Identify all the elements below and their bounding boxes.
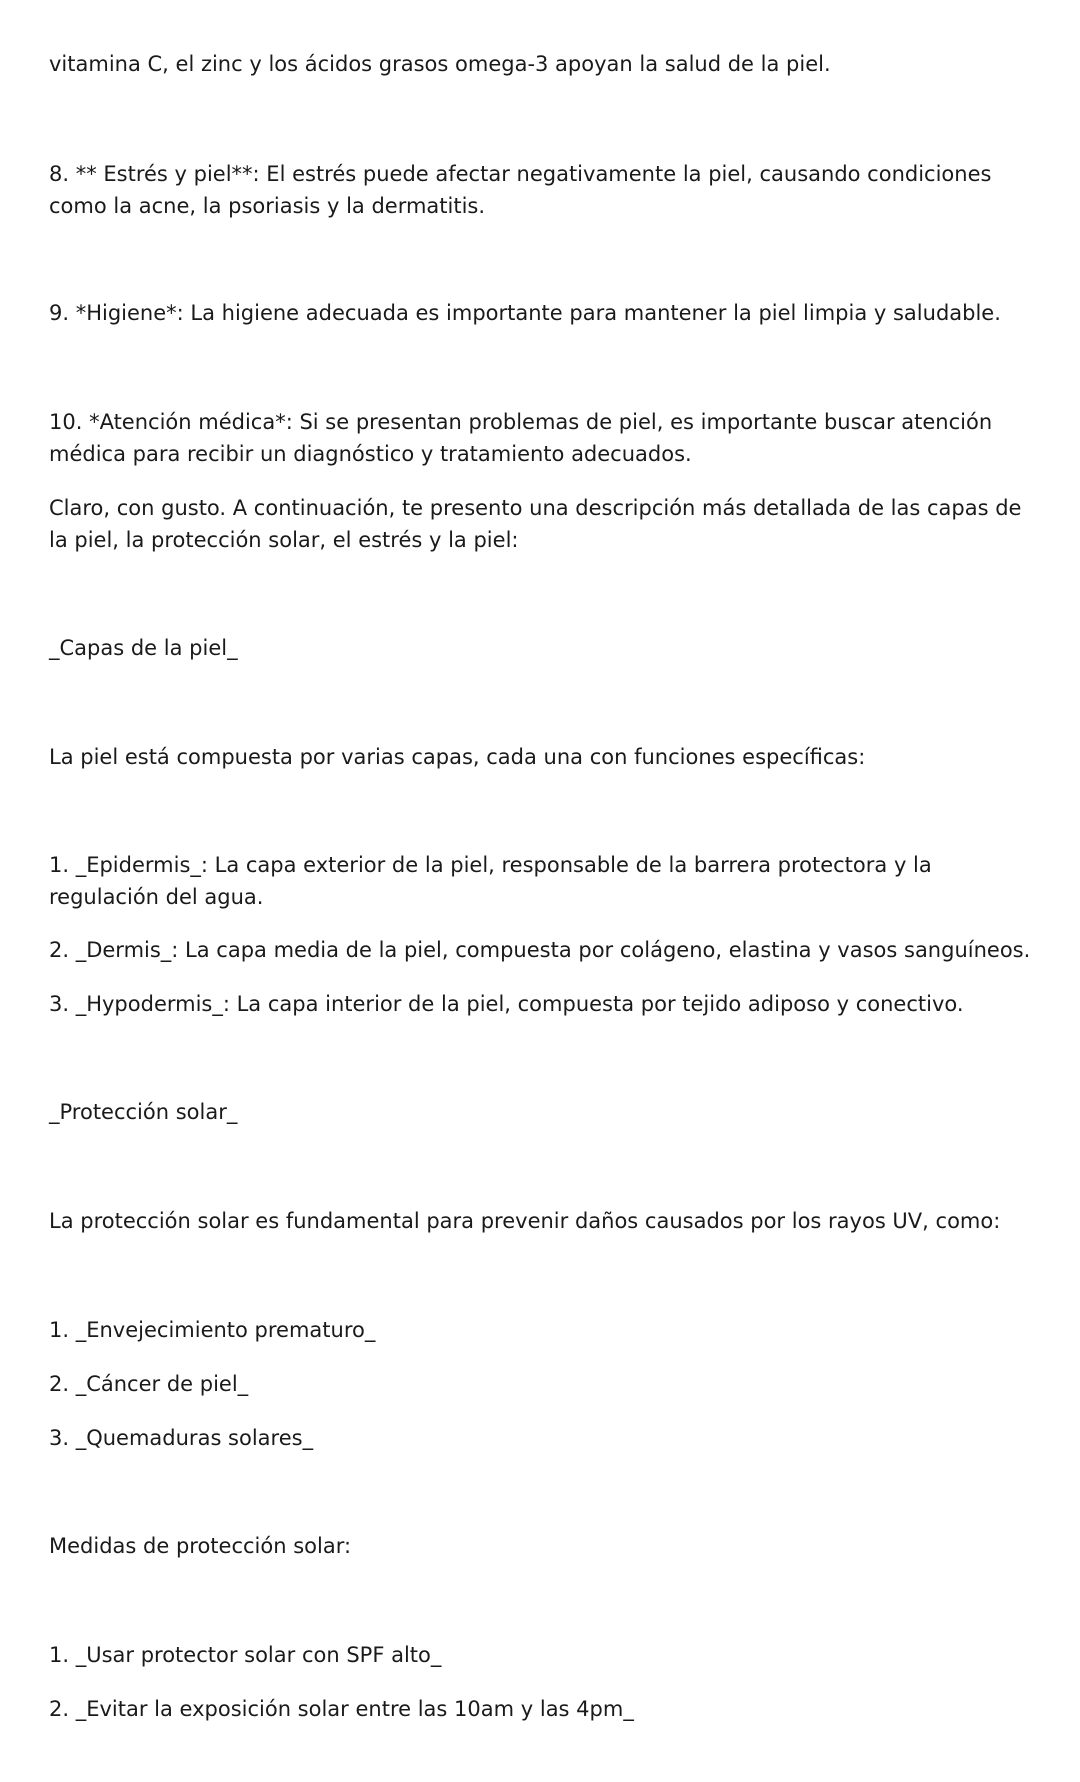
document-body (49, 0, 1039, 1782)
list-item-avoid-sun-hours: 2. _Evitar la exposición solar entre las 10am y las 4pm_ (49, 1697, 634, 1721)
section-heading-sun-protection: _Protección solar_ (49, 1100, 238, 1124)
section-heading-skin-layers: _Capas de la piel_ (49, 636, 238, 660)
paragraph-hygiene: 9. *Higiene*: La higiene adecuada es importante para mantener la piel limpia y saludable. (49, 301, 1001, 325)
paragraph-stress-skin: 8. ** Estrés y piel**: El estrés puede afectar negativamente la piel, causando condiciones como la acne, la psoriasis y la dermatitis. (49, 162, 992, 218)
list-item-skin-cancer: 2. _Cáncer de piel_ (49, 1372, 249, 1396)
paragraph-sun-protection-intro: La protección solar es fundamental para prevenir daños causados por los rayos UV, como: (49, 1209, 1001, 1233)
list-item-sunburn: 3. _Quemaduras solares_ (49, 1426, 314, 1450)
list-item-epidermis: 1. _Epidermis_: La capa exterior de la piel, responsable de la barrera protectora y la regulación del agua. (49, 853, 932, 909)
paragraph-protection-measures: Medidas de protección solar: (49, 1534, 352, 1558)
list-item-premature-aging: 1. _Envejecimiento prematuro_ (49, 1318, 376, 1342)
list-item-use-sunscreen: 1. _Usar protector solar con SPF alto_ (49, 1643, 442, 1667)
list-item-hypodermis: 3. _Hypodermis_: La capa interior de la piel, compuesta por tejido adiposo y conectivo. (49, 992, 964, 1016)
paragraph-medical-attention: 10. *Atención médica*: Si se presentan problemas de piel, es importante buscar atención médica para recibir un diagnóstico y tratamiento adecuados. (49, 410, 993, 466)
paragraph-nutrition-end: vitamina C, el zinc y los ácidos grasos omega-3 apoyan la salud de la piel. (49, 52, 831, 76)
list-item-dermis: 2. _Dermis_: La capa media de la piel, compuesta por colágeno, elastina y vasos sanguíneos. (49, 938, 1031, 962)
paragraph-intro-detail: Claro, con gusto. A continuación, te presento una descripción más detallada de las capas de la piel, la protección solar, el estrés y la piel: (49, 496, 1022, 552)
paragraph-skin-layers-intro: La piel está compuesta por varias capas, cada una con funciones específicas: (49, 745, 866, 769)
